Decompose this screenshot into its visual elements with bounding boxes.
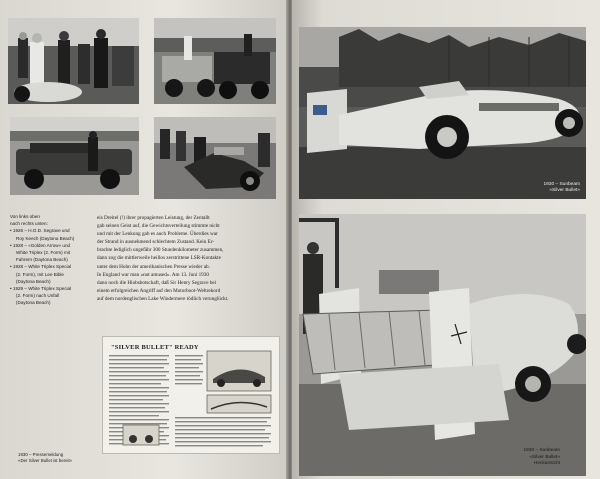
- body-line: der Strand in ausnehmend schlechtem Zustand. Kein Er-: [97, 239, 215, 246]
- body-line: einem erfolgreichen Angriff auf den Motorboot-Weltrekord: [97, 287, 221, 294]
- photo-triplex-crash: [154, 117, 276, 199]
- caption-line: «Silver Bullet»: [529, 454, 560, 460]
- body-line: In England war man «not amused». Am 13. Juni 1930: [97, 271, 209, 278]
- clipping-caption: [18, 452, 98, 464]
- photo-captions: [10, 213, 90, 307]
- photo-triplex-lee-bible: [10, 117, 139, 195]
- photo-segrave-keech: [8, 18, 139, 104]
- body-line: unter dem Hohn der amerikanischen Presse wieder ab.: [97, 263, 210, 270]
- caption-line: Roy Keech (Daytona Beach): [16, 235, 75, 241]
- caption-line: 1930 – Pressemeldung: [18, 452, 64, 457]
- photo-silver-bullet-side: [299, 27, 586, 199]
- body-line: gab seinen Geist auf, die Gewichtsverteilung stimmte nicht: [97, 223, 220, 230]
- body-text: [97, 214, 281, 303]
- caption-line: • 1928 – White Triplex Special: [10, 264, 72, 270]
- caption-line: (2. Form), mit Lee Bible: [16, 271, 64, 277]
- caption-line: 1930 – Sunbeam: [523, 448, 560, 454]
- caption-line: • 1926 – H.O.D. Segrave und: [10, 228, 70, 234]
- left-page: [0, 0, 290, 479]
- caption-line: «Der Silver Bullet ist bereit»: [18, 458, 73, 463]
- caption-line: nach rechts unten:: [10, 221, 48, 227]
- caption-line: White Triplex (2. Form) mit: [16, 250, 71, 256]
- body-line: dann noch die Hiobsbotschaft, daß Sir Henry Segrave bei: [97, 279, 217, 286]
- caption-line: «Silver Bullet»: [549, 188, 580, 194]
- caption-line: (Daytona Beach): [16, 278, 51, 284]
- caption-line: Heckansicht: [533, 461, 560, 467]
- photo-caption-top: [543, 182, 580, 195]
- right-page: [292, 0, 600, 479]
- body-line: brachte lediglich ungefähr 300 Stundenkilometer zusammen,: [97, 247, 224, 254]
- body-line: auf dem nordenglischen Lake Windermere tödlich verunglückt.: [97, 295, 229, 302]
- body-line: eis Dreitel (!) ihrer propagierten Leistung, der Zentallt: [97, 215, 210, 221]
- caption-line: 1930 – Sunbeam: [543, 181, 580, 187]
- clipping-text-texture: [103, 337, 279, 453]
- caption-line: Fahrern (Daytona Beach): [16, 257, 68, 263]
- photo-golden-arrow-triplex: [154, 18, 276, 104]
- photo-caption-bottom: [523, 448, 560, 468]
- caption-line: Von links oben: [10, 214, 40, 219]
- caption-line: (Daytona Beach): [16, 300, 51, 306]
- clipping-headline: "SILVER BULLET" READY: [111, 344, 199, 351]
- newspaper-clipping: [102, 336, 280, 454]
- body-line: und mit der Lenkung gab es auch Probleme. Überdies war: [97, 231, 218, 238]
- caption-line: • 1928 – «Golden Arrow» und: [10, 242, 71, 248]
- caption-line: (2. Form) nach Unfall: [16, 293, 60, 299]
- body-line: dann zog die mittlerweile heillos zerstrittene LSR-Kontakte: [97, 255, 221, 262]
- caption-line: • 1929 – White Triplex Special: [10, 286, 72, 292]
- photo-silver-bullet-rear: [299, 214, 586, 476]
